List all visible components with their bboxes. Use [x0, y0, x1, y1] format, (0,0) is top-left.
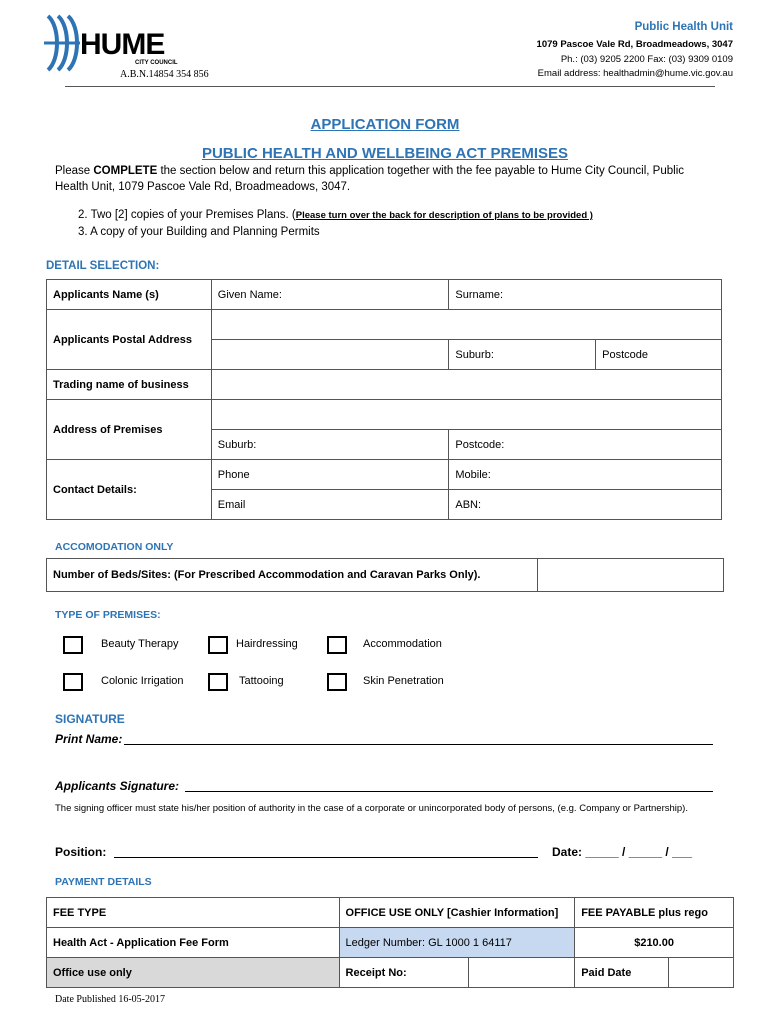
postal-address-field[interactable] [211, 310, 721, 340]
signature-heading: SIGNATURE [55, 712, 125, 726]
brand-sub: CITY COUNCIL [135, 60, 178, 66]
footer-date: Date Published 16-05-2017 [55, 994, 165, 1005]
contact-label: Contact Details: [47, 460, 212, 520]
page-title: APPLICATION FORM [310, 116, 460, 133]
beauty-therapy-label: Beauty Therapy [101, 638, 179, 650]
phone-field[interactable]: Phone [211, 460, 449, 490]
table-row [47, 898, 734, 928]
table-row [47, 310, 722, 340]
beauty-therapy-checkbox[interactable] [63, 636, 83, 654]
hume-wave-icon [42, 12, 82, 74]
unit-address: 1079 Pascoe Vale Rd, Broadmeadows, 3047 [536, 39, 733, 50]
paid-date-label: Paid Date [575, 958, 669, 988]
table-row [47, 280, 722, 310]
fee-amount-cell: $210.00 [575, 928, 734, 958]
position-label: Position: [55, 845, 107, 859]
email-field[interactable]: Email [211, 490, 449, 520]
table-row [47, 460, 722, 490]
ledger-number-cell: Ledger Number: GL 1000 1 64117 [339, 928, 575, 958]
trading-name-field[interactable] [211, 370, 721, 400]
office-use-only-cell: Office use only [47, 958, 340, 988]
paid-date-field[interactable] [669, 958, 734, 988]
tattooing-label: Tattooing [239, 675, 284, 687]
premises-postcode-field[interactable]: Postcode: [449, 430, 722, 460]
signing-officer-note: The signing officer must state his/her position of authority in the case of a corporate or unincorporated body of persons, (e.g. Company or Partnership). [55, 803, 688, 814]
date-field[interactable]: Date: _____ / _____ / ___ [552, 845, 693, 859]
page-subtitle: PUBLIC HEALTH AND WELLBEING ACT PREMISES [201, 145, 569, 162]
detail-table [46, 279, 722, 520]
accommodation-checkbox[interactable] [327, 636, 347, 654]
premises-address-label: Address of Premises [47, 400, 212, 460]
hairdressing-checkbox[interactable] [208, 636, 228, 654]
fee-payable-header: FEE PAYABLE plus rego [575, 898, 734, 928]
office-use-header: OFFICE USE ONLY [Cashier Information] [339, 898, 575, 928]
premises-address-field[interactable] [211, 400, 721, 430]
premises-heading: TYPE OF PREMISES: [55, 609, 161, 621]
abn-field[interactable]: ABN: [449, 490, 722, 520]
surname-field[interactable]: Surname: [449, 280, 722, 310]
receipt-number-field[interactable] [469, 958, 575, 988]
abn-number: A.B.N.14854 354 856 [120, 69, 209, 80]
hairdressing-label: Hairdressing [236, 638, 298, 650]
health-act-cell: Health Act - Application Fee Form [47, 928, 340, 958]
table-row [47, 559, 724, 592]
fee-type-header: FEE TYPE [47, 898, 340, 928]
table-row [47, 928, 734, 958]
postal-address-label: Applicants Postal Address [47, 310, 212, 370]
print-name-line[interactable] [124, 744, 713, 745]
beds-field[interactable] [538, 559, 724, 592]
payment-heading: PAYMENT DETAILS [55, 876, 152, 888]
applicant-name-label: Applicants Name (s) [47, 280, 212, 310]
tattooing-checkbox[interactable] [208, 673, 228, 691]
payment-table [46, 897, 734, 988]
header-rule [65, 86, 715, 87]
applicant-signature-label: Applicants Signature: [55, 779, 180, 793]
skin-penetration-checkbox[interactable] [327, 673, 347, 691]
receipt-number-label: Receipt No: [339, 958, 469, 988]
unit-email: Email address: healthadmin@hume.vic.gov.au [537, 68, 733, 79]
brand-name: HUME [80, 28, 165, 61]
position-line[interactable] [114, 857, 538, 858]
list-item-2-text: 2. Two [2] copies of your Premises Plans. ( [78, 209, 296, 221]
postal-blank-field[interactable] [211, 340, 449, 370]
detail-heading: DETAIL SELECTION: [46, 260, 160, 272]
table-row [47, 370, 722, 400]
mobile-field[interactable]: Mobile: [449, 460, 722, 490]
postal-suburb-field[interactable]: Suburb: [449, 340, 596, 370]
list-item-2-note: Please turn over the back for description of plans to be provided ) [295, 210, 593, 221]
colonic-irrigation-checkbox[interactable] [63, 673, 83, 691]
intro-text-post: the section below and return this application together with the fee payable to Hume City Council, Public Health Unit, 1079 Pascoe Vale Rd, Broadmeadows, 3047. [55, 165, 684, 193]
table-row [47, 958, 734, 988]
trading-name-label: Trading name of business [47, 370, 212, 400]
list-item-2 [78, 207, 593, 224]
beds-label: Number of Beds/Sites: (For Prescribed Accommodation and Caravan Parks Only). [47, 559, 538, 592]
intro-strong: COMPLETE [93, 165, 158, 177]
accommodation-table [46, 558, 724, 592]
given-name-field[interactable]: Given Name: [211, 280, 449, 310]
intro-paragraph [55, 163, 715, 195]
postal-postcode-field[interactable]: Postcode [596, 340, 722, 370]
table-row [47, 400, 722, 430]
list-item-3: 3. A copy of your Building and Planning Permits [78, 226, 320, 238]
print-name-label: Print Name: [55, 732, 123, 746]
applicant-signature-line[interactable] [185, 791, 713, 792]
intro-text-pre: Please [55, 165, 94, 177]
unit-name: Public Health Unit [634, 21, 733, 33]
accommodation-heading: ACCOMODATION ONLY [55, 541, 174, 553]
accommodation-label: Accommodation [363, 638, 442, 650]
colonic-irrigation-label: Colonic Irrigation [101, 675, 184, 687]
unit-phone: Ph.: (03) 9205 2200 Fax: (03) 9309 0109 [560, 54, 733, 65]
premises-suburb-field[interactable]: Suburb: [211, 430, 449, 460]
council-logo [42, 12, 192, 74]
skin-penetration-label: Skin Penetration [363, 675, 444, 687]
